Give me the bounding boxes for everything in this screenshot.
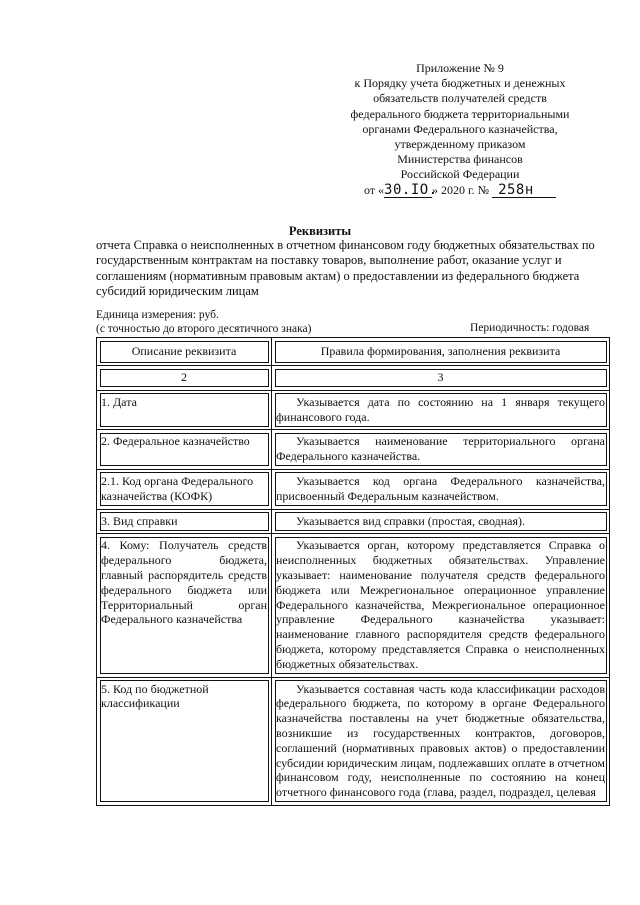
table-row (97, 390, 610, 430)
requisite-description: 3. Вид справки (97, 509, 272, 534)
column-number: 3 (272, 366, 610, 391)
requisite-rule: Указывается составная часть кода классификации расходов федерального бюджета, по которому в органе Федерального казначейства поставлены на учет бюджетные обязательства, возникшие из государственных контрактов, договоров, соглашений (нормативных правовых актов) о предоставлении субсидии юридическим лицам, подлежавших оплате в отчетном финансовом году, неисполненные по состоянию на конец отчетного финансового года (глава, раздел, подраздел, целевая (272, 677, 610, 805)
appendix-line: обязательств получателей средств (373, 91, 547, 106)
order-number-handwritten: 258н (492, 184, 556, 198)
requisite-rule: Указывается наименование территориального органа Федерального казначейства. (272, 430, 610, 470)
date-day-handwritten: 30.IO. (384, 181, 438, 198)
appendix-line: утвержденному приказом (394, 137, 526, 152)
date-prefix: от « (363, 182, 385, 197)
header-rules: Правила формирования, заполнения реквизита (272, 338, 610, 366)
table-row (97, 534, 610, 677)
order-date-line (340, 183, 580, 198)
column-number-row (97, 366, 610, 391)
requisite-rule: Указывается код органа Федерального казначейства, присвоенный Федеральным казначейством. (272, 469, 610, 509)
appendix-block (340, 61, 580, 198)
table-header-row (97, 338, 610, 366)
requisite-description: 4. Кому: Получатель средств федерального бюджета, главный распорядитель средств федерального бюджета или Территориальный орган Федерального казначейства (97, 534, 272, 677)
appendix-line: органами Федерального казначейства, (362, 121, 558, 136)
appendix-line: Российской Федерации (400, 167, 520, 182)
precision-line: (с точностью до второго десятичного знака) (96, 322, 312, 335)
header-description: Описание реквизита (97, 338, 272, 366)
appendix-line: Министерства финансов (397, 152, 523, 167)
units-line: Единица измерения: руб. (96, 309, 219, 321)
column-number: 2 (97, 366, 272, 391)
table-row (97, 469, 610, 509)
requisite-description: 1. Дата (97, 390, 272, 430)
table-row (97, 430, 610, 470)
requisite-rule: Указывается дата по состоянию на 1 января текущего финансового года. (272, 390, 610, 430)
table-row (97, 677, 610, 805)
table-row (97, 509, 610, 534)
requisite-rule: Указывается орган, которому представляется Справка о неисполненных бюджетных обязательствах. Управление указывает: наименование получателя средств федерального бюджета или Межрегиональное операционное управление Федерального казначейства, Межрегиональное операционное управление Федерального казначейства указывает: наименование главного распорядителя средств федерального бюджета, которому представляется Справка о неисполненных бюджетных обязательствах. (272, 534, 610, 677)
date-middle: » 2020 г. № (432, 182, 490, 197)
appendix-line: Приложение № 9 (416, 61, 504, 75)
requisites-table (96, 337, 610, 806)
intro-text: отчета Справка о неисполненных в отчетном финансовом году бюджетных обязательствах по государственным контрактам на поставку товаров, выполнение работ, оказание услуг и соглашениям (нормативным правовым актам) о предоставлении из федерального бюджета субсидий юридическим лицам (96, 238, 595, 299)
document-intro (96, 238, 608, 300)
appendix-line: федерального бюджета территориальными (350, 106, 570, 121)
requisite-description: 2.1. Код органа Федерального казначейства (КОФК) (97, 469, 272, 509)
appendix-line: к Порядку учета бюджетных и денежных (354, 76, 566, 91)
periodicity: Периодичность: годовая (470, 322, 590, 334)
requisite-description: 2. Федеральное казначейство (97, 430, 272, 470)
requisite-rule: Указывается вид справки (простая, сводная). (272, 509, 610, 534)
units-block (96, 309, 311, 336)
document-title: Реквизиты (288, 224, 352, 238)
requisite-description: 5. Код по бюджетной классификации (97, 677, 272, 805)
